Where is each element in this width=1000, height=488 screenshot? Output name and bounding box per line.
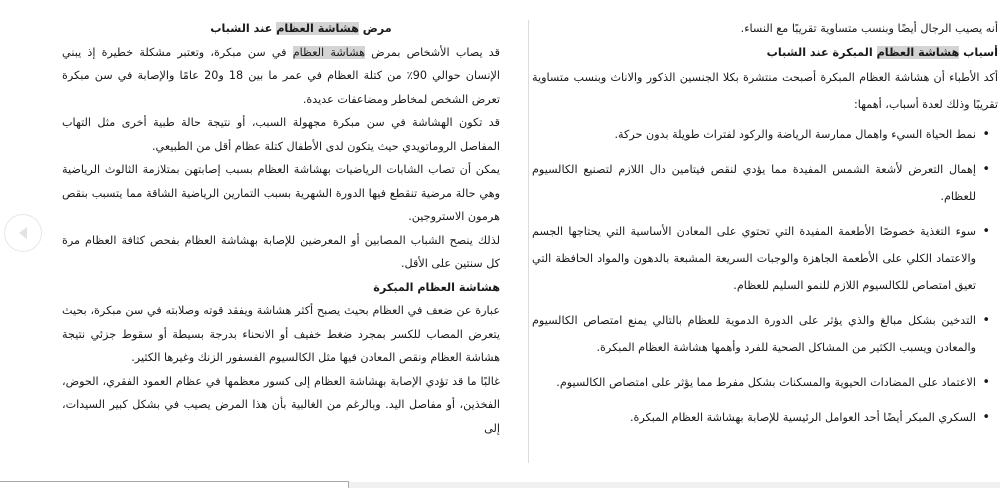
bottom-panel[interactable] [0, 481, 349, 488]
paragraph: قد يصاب الأشخاص بمرض هشاشة العظام في سن مبكرة، وتعتبر مشكلة خطيرة إذ يبني الإنسان حوالي 90٪ من كتلة العظام في عمر ما بين 18 و20 عامًا والإصابة في سن مبكرة تعرض الشخص لمخاطر ومضاعفات عديدة. [62, 45, 500, 106]
document-page-left [62, 17, 500, 480]
section-title: مرض هشاشة العظام عند الشباب [210, 22, 392, 35]
causes-list [532, 121, 998, 431]
list-item: • سوء التغذية خصوصًا الأطعمة المفيدة التي تحتوي على المعادن الأساسية التي يحتاجها الجسم والاعتماد الكلي على الأطعمة الجاهزة والوجبات السريعة المشبعة بالدهون والمواد الحافظة التي تعيق امتصاص للكالسيوم اللازم للنمو السليم للعظام. [532, 218, 976, 299]
document-page-right [532, 17, 998, 480]
paragraph: أنه يصيب الرجال أيضًا وبنسب متساوية تقريبًا مع النساء. [740, 22, 998, 35]
list-item: • إهمال التعرض لأشعة الشمس المفيدة مما يؤدي لنقص فيتامين دال اللازم لتصنيع الكالسيوم للعظام. [532, 156, 976, 210]
paragraph: غالبًا ما قد تؤدي الإصابة بهشاشة العظام إلى كسور معظمها في عظام العمود الفقري، الحوض، الفخذين، أو مفاصل اليد. وبالرغم من الغالبية بأن هذا المرض يصيب في بشكل كبير السيدات، إلى [62, 374, 500, 435]
page-divider [528, 20, 529, 463]
paragraph: قد تكون الهشاشة في سن مبكرة مجهولة السبب، أو نتيجة حالة طبية أخرى مثل التهاب المفاصل الروماتويدي حيث يتكون لدى الأطفال كتلة عظام أقل من الطبيعي. [62, 116, 500, 153]
search-highlight: هشاشة العظام [292, 45, 365, 59]
search-highlight: هشاشة العظام [876, 45, 960, 59]
search-highlight: هشاشة العظام [276, 22, 359, 35]
subheading: هشاشة العظام المبكرة [373, 280, 500, 294]
list-item: • نمط الحياة السيء واهمال ممارسة الرياضة والركود لفترات طويلة بدون حركة. [532, 121, 976, 148]
list-item: • السكري المبكر أيضًا أحد العوامل الرئيسية للإصابة بهشاشة العظام المبكرة. [532, 404, 976, 431]
paragraph: عبارة عن ضعف في العظام بحيث يصبح أكثر هشاشة ويفقد قوته وصلابته في سن مبكرة، بحيث يتعرض المصاب للكسر بمجرد ضغط خفيف أو الانحناء بدرجة بسيطة أو سقوط جزئي نتيجة هشاشة العظام ونقص المعادن فيها مثل الكالسيوم الفسفور الزنك وغيرها الكثير. [62, 304, 500, 364]
section-heading: أسباب هشاشة العظام المبكرة عند الشباب [766, 45, 998, 59]
triangle-left-icon [17, 226, 29, 240]
previous-page-button[interactable] [4, 214, 42, 252]
paragraph: يمكن أن تصاب الشابات الرياضيات بهشاشة العظام بسبب إصابتهن بمتلازمة الثالوث الرياضية وهي حالة مرضية تنقطع فيها الدورة الشهرية بسبب التمارين الرياضية الشاقة مما يتسبب بنقص هرمون الاستروجين. [62, 163, 500, 223]
paragraph: أكد الأطباء أن هشاشة العظام المبكرة أصبحت منتشرة بكلا الجنسين الذكور والاناث وبنسب متساوية تقريبًا وذلك لعدة أسباب، أهمها: [532, 71, 998, 111]
list-item: • الاعتماد على المضادات الحيوية والمسكنات بشكل مفرط مما يؤثر على امتصاص الكالسيوم. [532, 369, 976, 396]
list-item: • التدخين بشكل مبالغ والذي يؤثر على الدورة الدموية للعظام بالتالي يمنع امتصاص الكالسيوم والمعادن ويسبب الكثير من المشاكل الصحية للفرد وأهمها هشاشة العظام المبكرة. [532, 307, 976, 361]
paragraph: لذلك ينصح الشباب المصابين أو المعرضين للإصابة بهشاشة العظام بفحص كثافة العظام مرة كل سنتين على الأقل. [62, 233, 500, 270]
